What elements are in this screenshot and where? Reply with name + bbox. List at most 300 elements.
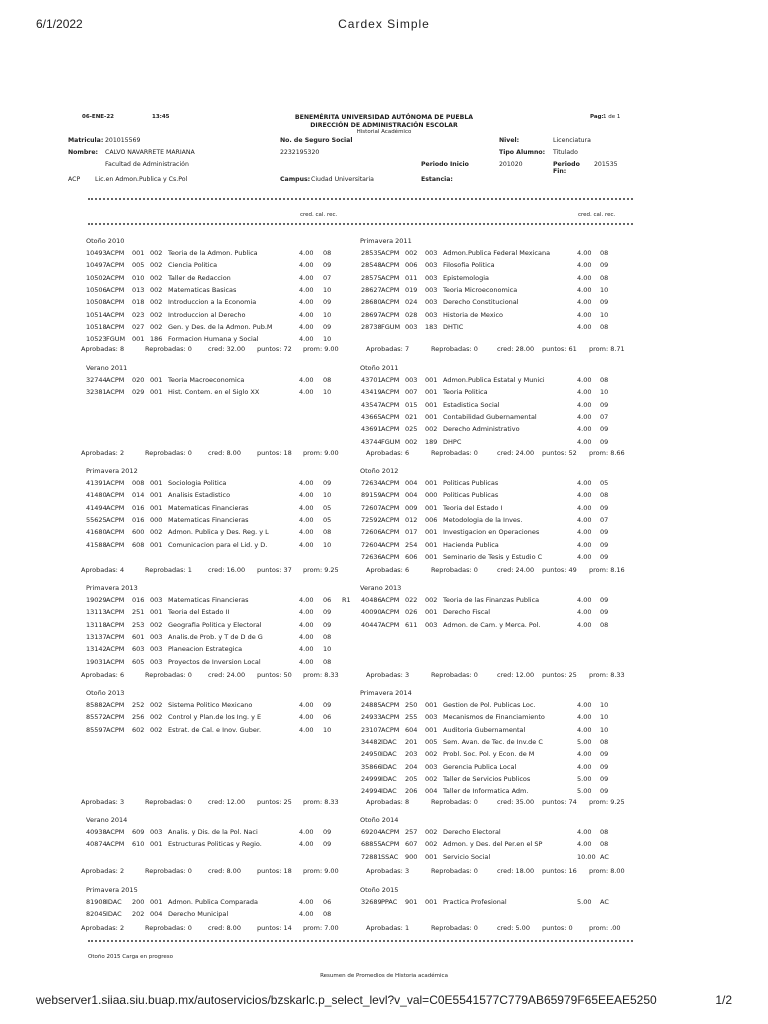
course-cal: 09 (600, 261, 609, 270)
course-cred: 4.00 (299, 273, 314, 282)
course-id: 13137 (86, 632, 107, 641)
course-title: Teoria Politica (443, 388, 488, 397)
summary-aprob: Aprobadas: 4 (81, 566, 125, 574)
course-subj: IDAC (381, 737, 397, 746)
course-subj: IDAC (381, 762, 397, 771)
course-id: 43665 (361, 412, 382, 421)
course-subj: ACPM (381, 552, 400, 561)
nombre-label: Nombre: (68, 149, 99, 156)
course-cred: 4.00 (577, 762, 592, 771)
course-cred: 4.00 (299, 285, 314, 294)
course-cred: 4.00 (577, 552, 592, 561)
course-id: 28627 (361, 285, 382, 294)
col-headers-left: cred. cal. rec. (300, 212, 338, 218)
course-sect: 002 (150, 273, 163, 282)
summary-aprob: Aprobadas: 2 (81, 449, 125, 457)
course-sect: 189 (425, 437, 438, 446)
course-id: 24885 (361, 701, 382, 709)
course-cal: 10 (600, 310, 609, 319)
course-crse: 901 (405, 898, 418, 906)
course-crse: 252 (132, 701, 145, 709)
matricula-value: 201015569 (105, 137, 141, 144)
course-title: Sociologia Politica (168, 479, 227, 487)
course-crse: 603 (132, 645, 145, 654)
course-subj: ACPM (106, 249, 125, 257)
course-cal: 09 (323, 828, 332, 836)
matricula-label: Matricula: (68, 137, 104, 144)
course-id: 10493 (86, 249, 107, 257)
course-subj: ACPM (106, 632, 125, 641)
course-sect: 001 (150, 608, 163, 617)
course-subj: ACPM (106, 310, 125, 319)
course-subj: ACPM (106, 620, 125, 629)
course-sect: 003 (425, 620, 438, 629)
course-cred: 4.00 (577, 503, 592, 512)
course-title: Derecho Constitucional (443, 298, 519, 307)
course-subj: ACPM (381, 261, 400, 270)
course-id: 19029 (86, 596, 107, 604)
course-cred: 4.00 (299, 840, 314, 849)
summary-cred: cred: 24.00 (208, 671, 246, 679)
course-title: Admon.Publica Estatal y Munici (443, 376, 545, 384)
course-sect: 003 (425, 273, 438, 282)
summary-aprob: Aprobadas: 6 (366, 566, 410, 574)
summary-aprob: Aprobadas: 1 (366, 924, 410, 932)
course-id: 19031 (86, 657, 107, 666)
summary-aprob: Aprobadas: 3 (366, 867, 410, 875)
course-cal: 08 (600, 491, 609, 500)
course-cal: 09 (600, 437, 609, 446)
course-subj: ACPM (381, 273, 400, 282)
course-sect: 001 (150, 491, 163, 500)
course-cred: 5.00 (577, 774, 592, 783)
course-title: Matematicas Financieras (168, 503, 249, 512)
course-crse: 012 (405, 515, 418, 524)
course-id: 72607 (361, 503, 382, 512)
course-cred: 4.00 (299, 479, 314, 487)
course-id: 41480 (86, 491, 107, 500)
course-cred: 4.00 (577, 491, 592, 500)
course-cred: 4.00 (299, 298, 314, 307)
periodo-fin-value: 201535 (594, 161, 618, 168)
course-id: 10506 (86, 285, 107, 294)
course-subj: ACPM (381, 503, 400, 512)
course-sect: 003 (150, 632, 163, 641)
course-title: Sistema Politico Mexicano (168, 701, 253, 709)
course-crse: 008 (132, 479, 145, 487)
course-sect: 004 (425, 787, 438, 796)
course-subj: ACPM (106, 261, 125, 270)
summary-puntos: puntos: 74 (542, 798, 577, 806)
course-title: Derecho Electoral (443, 828, 501, 836)
course-cred: 4.00 (577, 437, 592, 446)
course-sect: 003 (425, 298, 438, 307)
course-cred: 4.00 (299, 608, 314, 617)
course-sect: 001 (425, 540, 438, 549)
course-crse: 014 (132, 491, 145, 500)
course-crse: 601 (132, 632, 145, 641)
course-subj: ACPM (381, 608, 400, 617)
course-subj: ACPM (381, 701, 400, 709)
course-subj: ACPM (381, 540, 400, 549)
course-title: Control y Plan.de los Ing. y E (168, 713, 262, 722)
course-cal: 08 (600, 322, 609, 331)
course-crse: 204 (405, 762, 418, 771)
col-headers-right: cred. cal. rec. (578, 212, 616, 218)
course-sect: 000 (425, 491, 438, 500)
course-id: 81908 (86, 898, 107, 906)
course-title: Hacienda Publica (443, 540, 499, 549)
summary-puntos: puntos: 0 (542, 924, 573, 932)
course-sect: 001 (150, 479, 163, 487)
course-title: Comunicacion para el Lid. y D. (168, 540, 268, 549)
summary-prom: prom: 8.00 (589, 867, 625, 875)
course-title: Introduccion a la Economia (168, 298, 257, 307)
term-title: Verano 2014 (86, 816, 128, 824)
course-cal: 08 (600, 376, 609, 384)
course-crse: 205 (405, 774, 418, 783)
course-id: 32381 (86, 388, 107, 397)
course-sect: 001 (425, 701, 438, 709)
course-title: Politicas Publicas (443, 491, 499, 500)
course-sect: 005 (425, 737, 438, 746)
summary-reprob: Reprobadas: 0 (145, 449, 192, 457)
course-cred: 4.00 (299, 503, 314, 512)
course-id: 72604 (361, 540, 382, 549)
course-cal: 10 (323, 725, 332, 734)
course-cal: 09 (323, 479, 332, 487)
course-cred: 4.00 (577, 750, 592, 759)
course-cal: 08 (323, 910, 332, 919)
course-subj: ACPM (106, 540, 125, 549)
course-cal: 07 (323, 273, 332, 282)
course-cal: 10 (600, 725, 609, 734)
course-subj: IDAC (381, 750, 397, 759)
summary-prom: prom: 8.33 (303, 671, 339, 679)
course-title: Estructuras Politicas y Regio. (168, 840, 262, 849)
course-title: Gen. y Des. de la Admon. Pub.M (168, 322, 273, 331)
summary-prom: prom: 8.16 (589, 566, 625, 574)
summary-aprob: Aprobadas: 6 (366, 449, 410, 457)
course-id: 43701 (361, 376, 382, 384)
course-id: 28680 (361, 298, 382, 307)
course-subj: ACPM (106, 657, 125, 666)
summary-cred: cred: 24.00 (497, 566, 535, 574)
course-cred: 4.00 (299, 828, 314, 836)
course-id: 40938 (86, 828, 107, 836)
course-cred: 4.00 (299, 540, 314, 549)
course-id: 72634 (361, 479, 382, 487)
course-crse: 608 (132, 540, 145, 549)
course-sect: 183 (425, 322, 438, 331)
course-cal: 08 (600, 620, 609, 629)
course-id: 10514 (86, 310, 107, 319)
course-cred: 4.00 (577, 540, 592, 549)
course-sect: 000 (150, 515, 163, 524)
course-subj: ACPM (106, 725, 125, 734)
course-title: Hist. Contem. en el Siglo XX (168, 388, 260, 397)
course-cal: 09 (323, 840, 332, 849)
course-id: 40874 (86, 840, 107, 849)
course-id: 24950 (361, 750, 382, 759)
course-id: 35866 (361, 762, 382, 771)
course-sect: 003 (425, 713, 438, 722)
course-cal: 10 (323, 540, 332, 549)
course-title: Taller de Redaccion (168, 273, 231, 282)
course-sect: 001 (150, 840, 163, 849)
periodo-fin-label: Periodo Fin: (553, 161, 580, 175)
course-cal: 10 (600, 701, 609, 709)
term-title: Otoño 2010 (86, 237, 125, 245)
course-crse: 002 (405, 437, 418, 446)
summary-aprob: Aprobadas: 6 (81, 671, 125, 679)
course-title: Servicio Social (443, 852, 491, 861)
course-id: 43547 (361, 400, 382, 409)
course-sect: 002 (150, 310, 163, 319)
course-crse: 003 (405, 376, 418, 384)
term-title: Primavera 2014 (360, 689, 412, 697)
course-sect: 001 (425, 898, 438, 906)
divider-header (88, 223, 633, 225)
course-cred: 4.00 (577, 425, 592, 434)
course-title: Admon. y Des. del Per.en el SP (443, 840, 543, 849)
course-id: 40486 (361, 596, 382, 604)
course-cal: 08 (323, 657, 332, 666)
course-cred: 4.00 (577, 515, 592, 524)
course-cal: 09 (600, 528, 609, 537)
course-title: Seminario de Tesis y Estudio C (443, 552, 543, 561)
course-cred: 4.00 (577, 273, 592, 282)
course-sect: 003 (150, 645, 163, 654)
summary-cred: cred: 8.00 (208, 449, 241, 457)
course-subj: ACPM (106, 701, 125, 709)
summary-cred: cred: 12.00 (497, 671, 535, 679)
course-cal: 09 (600, 540, 609, 549)
course-subj: ACPM (106, 388, 125, 397)
course-cred: 4.00 (577, 310, 592, 319)
summary-prom: prom: 8.33 (303, 798, 339, 806)
course-cred: 4.00 (299, 322, 314, 331)
course-subj: ACPM (106, 298, 125, 307)
course-sect: 001 (425, 388, 438, 397)
course-cal: 08 (323, 249, 332, 257)
course-title: Auditoria Gubernamental (443, 725, 526, 734)
course-crse: 019 (405, 285, 418, 294)
course-cred: 4.00 (299, 596, 314, 604)
summary-prom: prom: 8.33 (589, 671, 625, 679)
summary-aprob: Aprobadas: 7 (366, 345, 410, 353)
course-title: Mecanismos de Financiamiento (443, 713, 545, 722)
course-cred: 4.00 (577, 840, 592, 849)
course-cal: 09 (600, 608, 609, 617)
course-crse: 017 (405, 528, 418, 537)
course-crse: 027 (132, 322, 145, 331)
summary-cred: cred: 5.00 (497, 924, 530, 932)
summary-prom: prom: 9.25 (303, 566, 339, 574)
course-cal: AC (600, 898, 609, 906)
course-cred: 4.00 (299, 620, 314, 629)
course-subj: ACPM (381, 425, 400, 434)
term-title: Otoño 2014 (360, 816, 399, 824)
course-cal: 09 (600, 762, 609, 771)
course-subj: ACPM (106, 479, 125, 487)
course-sect: 002 (150, 322, 163, 331)
course-id: 43691 (361, 425, 382, 434)
course-title: Planeacion Estrategica (168, 645, 243, 654)
course-crse: 200 (132, 898, 145, 906)
course-title: Investigacion en Operaciones (443, 528, 540, 537)
course-title: Contabilidad Gubernamental (443, 412, 537, 421)
course-cred: 4.00 (299, 645, 314, 654)
course-crse: 026 (405, 608, 418, 617)
course-id: 43419 (361, 388, 382, 397)
course-sect: 003 (150, 828, 163, 836)
course-subj: ACPM (381, 491, 400, 500)
summary-reprob: Reprobadas: 0 (431, 924, 478, 932)
course-id: 68855 (361, 840, 382, 849)
course-sect: 001 (150, 376, 163, 384)
acp-code: ACP (68, 176, 81, 183)
term-title: Primavera 2012 (86, 467, 138, 475)
course-subj: ACPM (106, 645, 125, 654)
course-cal: 08 (600, 828, 609, 836)
course-cal: 09 (600, 774, 609, 783)
course-subj: SSAC (381, 852, 399, 861)
document-subtitle: Historial Académico (356, 129, 412, 135)
course-sect: 003 (425, 762, 438, 771)
summary-reprob: Reprobadas: 0 (431, 671, 478, 679)
course-sect: 001 (425, 376, 438, 384)
course-subj: ACPM (381, 388, 400, 397)
course-sect: 002 (425, 750, 438, 759)
course-id: 34482 (361, 737, 382, 746)
course-title: Matematicas Financieras (168, 515, 249, 524)
department-name: DIRECCIÓN DE ADMINISTRACIÓN ESCOLAR (310, 122, 458, 129)
campus-value: Ciudad Universitaria (311, 176, 374, 183)
course-id: 69204 (361, 828, 382, 836)
course-title: Formacion Humana y Social (168, 335, 259, 344)
course-cal: 06 (323, 596, 332, 604)
course-crse: 602 (132, 725, 145, 734)
course-crse: 604 (405, 725, 418, 734)
course-crse: 002 (405, 249, 418, 257)
term-title: Verano 2013 (360, 584, 402, 592)
summary-puntos: puntos: 61 (542, 345, 577, 353)
course-title: Filosofia Politica (443, 261, 495, 270)
summary-prom: prom: .00 (589, 924, 621, 932)
course-cal: 08 (600, 737, 609, 746)
course-sect: 003 (425, 310, 438, 319)
course-title: Admon. Publica y Des. Reg. y L (168, 528, 269, 537)
summary-cred: cred: 35.00 (497, 798, 535, 806)
course-title: Sem. Avan. de Tec. de Inv.de C (443, 737, 543, 746)
course-sect: 001 (425, 852, 438, 861)
course-title: Matematicas Basicas (168, 285, 237, 294)
course-subj: ACPM (381, 285, 400, 294)
course-subj: ACPM (381, 713, 400, 722)
course-cred: 4.00 (577, 528, 592, 537)
summary-aprob: Aprobadas: 3 (366, 671, 410, 679)
course-subj: ACPM (381, 412, 400, 421)
course-subj: ACPM (106, 828, 125, 836)
course-subj: IDAC (106, 910, 122, 919)
course-crse: 004 (405, 479, 418, 487)
term-title: Otoño 2013 (86, 689, 125, 697)
course-cal: 07 (600, 412, 609, 421)
summary-puntos: puntos: 25 (257, 798, 292, 806)
course-subj: ACPM (381, 828, 400, 836)
course-subj: ACPM (381, 298, 400, 307)
course-cal: 10 (323, 285, 332, 294)
course-subj: FGUM (381, 437, 401, 446)
course-cal: 09 (600, 552, 609, 561)
course-cal: 09 (323, 608, 332, 617)
summary-aprob: Aprobadas: 8 (81, 345, 125, 353)
course-cred: 10.00 (577, 852, 596, 861)
course-sect: 001 (150, 898, 163, 906)
nivel-value: Licenciatura (553, 137, 591, 144)
course-id: 40090 (361, 608, 382, 617)
course-cal: 10 (323, 310, 332, 319)
course-sect: 002 (150, 725, 163, 734)
summary-reprob: Reprobadas: 0 (145, 924, 192, 932)
course-title: Matematicas Financieras (168, 596, 249, 604)
print-page-number: 1/2 (715, 993, 732, 1007)
course-subj: ACPM (381, 725, 400, 734)
course-crse: 006 (405, 261, 418, 270)
facultad-value: Facultad de Administración (105, 161, 189, 168)
course-cal: 09 (600, 787, 609, 796)
course-title: Proyectos de Inversion Local (168, 657, 261, 666)
course-crse: 206 (405, 787, 418, 796)
course-title: Teoria Macroeconomica (168, 376, 245, 384)
course-cred: 4.00 (577, 249, 592, 257)
course-cal: 09 (600, 596, 609, 604)
course-crse: 013 (132, 285, 145, 294)
course-id: 82045 (86, 910, 107, 919)
course-title: Teoria de las Finanzas Publica (443, 596, 540, 604)
course-subj: ACPM (381, 400, 400, 409)
page-value: 1 de 1 (603, 114, 621, 120)
course-crse: 016 (132, 596, 145, 604)
summary-prom: prom: 9.25 (589, 798, 625, 806)
course-id: 13142 (86, 645, 107, 654)
course-cred: 4.00 (299, 491, 314, 500)
course-sect: 006 (425, 515, 438, 524)
course-crse: 010 (132, 273, 145, 282)
course-sect: 001 (425, 503, 438, 512)
course-sect: 002 (425, 828, 438, 836)
summary-cred: cred: 12.00 (208, 798, 246, 806)
summary-reprob: Reprobadas: 0 (145, 671, 192, 679)
summary-cred: cred: 8.00 (208, 924, 241, 932)
course-subj: ACPM (106, 528, 125, 537)
course-sect: 003 (425, 249, 438, 257)
course-title: Geografia Politica y Electoral (168, 620, 262, 629)
course-title: Derecho Municipal (168, 910, 229, 919)
course-crse: 201 (405, 737, 418, 746)
course-cal: 08 (323, 632, 332, 641)
course-cred: 4.00 (299, 910, 314, 919)
course-sect: 003 (150, 657, 163, 666)
course-cal: 08 (600, 273, 609, 282)
course-cal: 09 (323, 298, 332, 307)
course-cal: 09 (323, 620, 332, 629)
summary-puntos: puntos: 49 (542, 566, 577, 574)
course-subj: ACPM (106, 376, 125, 384)
summary-cred: cred: 18.00 (497, 867, 535, 875)
carrera-value: Lic.en Admon.Publica y Cs.Pol (95, 176, 188, 183)
